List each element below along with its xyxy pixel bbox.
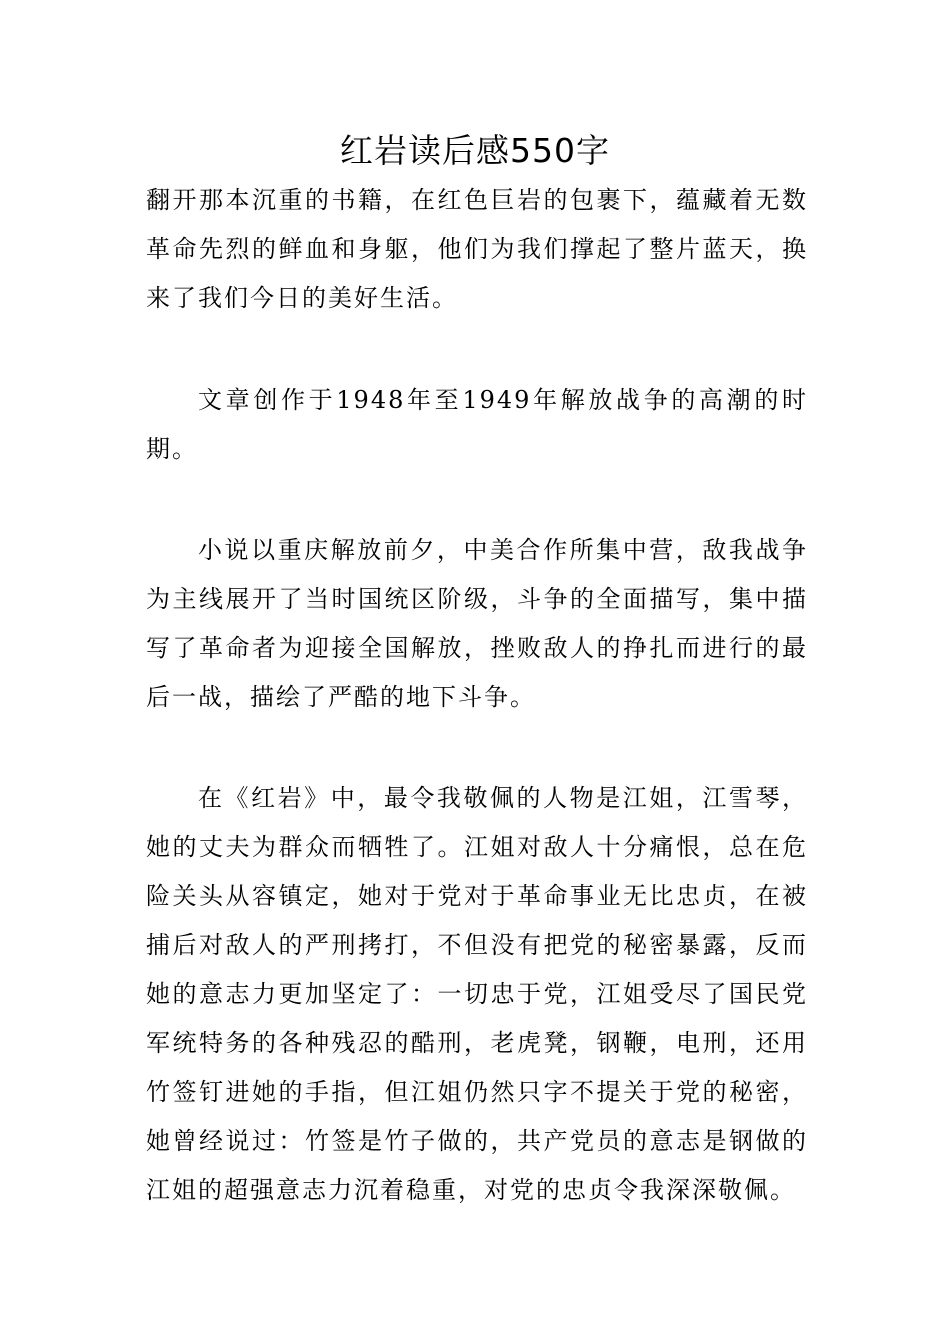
document-title: 红岩读后感550字 — [340, 131, 610, 170]
paragraph-jiang-jie: 在《红岩》中，最令我敬佩的人物是江姐，江雪琴，她的丈夫为群众而牺牲了。江姐对敌人十分痛恨，总在危险关头从容镇定，她对于党对于革命事业无比忠贞，在被捕后对敌人的严刑拷打，不但没有把党的秘密暴露，反而她的意志力更加坚定了：一切忠于党，江姐受尽了国民党军统特务的各种残忍的酷刑，老虎凳，钢鞭，电刑，还用竹签钉进她的手指，但江姐仍然只字不提关于党的秘密，她曾经说过：竹签是竹子做的，共产党员的意志是钢做的江姐的超强意志力沉着稳重，对党的忠贞令我深深敬佩。 — [146, 784, 808, 1204]
paragraph-novel-summary: 小说以重庆解放前夕，中美合作所集中营，敌我战争为主线展开了当时国统区阶级，斗争的全面描写，集中描写了革命者为迎接全国解放，挫败敌人的挣扎而进行的最后一战，描绘了严酷的地下斗争。 — [146, 536, 808, 711]
paragraph-intro: 翻开那本沉重的书籍，在红色巨岩的包裹下，蕴藏着无数革命先烈的鲜血和身躯，他们为我们撑起了整片蓝天，换来了我们今日的美好生活。 — [146, 186, 808, 312]
paragraph-creation-period: 文章创作于1948年至1949年解放战争的高潮的时期。 — [146, 386, 808, 463]
